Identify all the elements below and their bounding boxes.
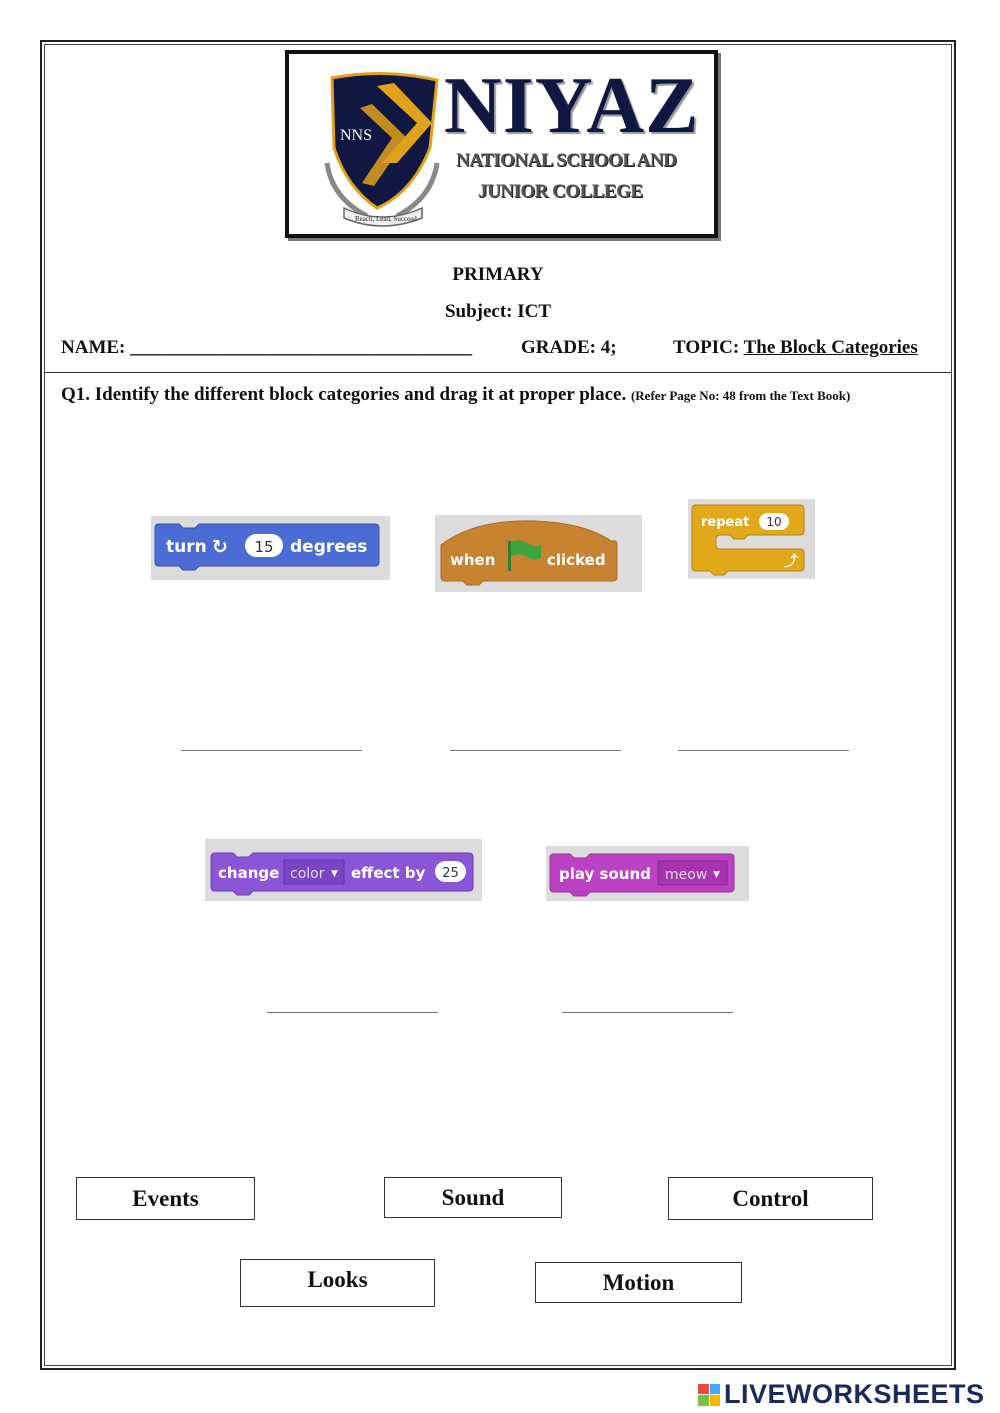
repeat-block-value: 10: [766, 515, 782, 529]
subject-heading: Subject: ICT: [444, 301, 552, 322]
answer-looks[interactable]: Looks: [240, 1259, 435, 1307]
answer-blank-4[interactable]: [267, 1012, 438, 1013]
liveworksheets-logo-icon: [698, 1384, 720, 1406]
change-effect-block-graphic: [205, 839, 482, 901]
crest-initials: NNS: [340, 127, 373, 144]
page-border-inner: [44, 44, 952, 1366]
grade-label: GRADE: 4;: [521, 337, 617, 358]
header-divider: [44, 372, 952, 373]
repeat-block-image: [688, 499, 815, 579]
brand-text: LIVEWORKSHEETS: [724, 1379, 985, 1409]
answer-motion[interactable]: Motion: [535, 1262, 742, 1303]
dropdown-arrow-icon: ▼: [713, 870, 720, 880]
crest-motto: Reach, Lead, Succeed: [355, 215, 417, 223]
change-block-dropdown: color: [290, 866, 325, 882]
school-subtitle-line1: NATIONAL SCHOOL AND: [456, 150, 677, 171]
answer-blank-1[interactable]: [181, 750, 362, 751]
dropdown-arrow-icon: ▼: [331, 869, 338, 879]
answer-blank-2[interactable]: [450, 750, 621, 751]
question-main: Q1. Identify the different block categories and drag it at proper place.: [61, 384, 627, 405]
turn-block-word: turn: [166, 537, 207, 557]
school-name: NIYAZ: [444, 62, 700, 150]
topic-label: TOPIC:: [673, 337, 740, 358]
school-crest-icon: [322, 68, 442, 228]
when-block-word: when: [450, 551, 496, 569]
turn-block-image: [151, 516, 390, 580]
turn-block-graphic: [151, 516, 390, 580]
topic-row: [673, 337, 918, 359]
answer-blank-3[interactable]: [678, 750, 849, 751]
when-clicked-block-image: [435, 515, 642, 592]
answer-sound[interactable]: Sound: [384, 1177, 562, 1218]
question-text: [61, 384, 850, 406]
answer-blank-5[interactable]: [562, 1012, 733, 1013]
change-block-word: change: [218, 864, 280, 882]
when-block-word2: clicked: [547, 551, 606, 569]
play-sound-block-graphic: [546, 846, 749, 901]
change-block-word2: effect by: [351, 864, 426, 882]
school-subtitle-line2: JUNIOR COLLEGE: [478, 181, 643, 202]
loop-arrow-icon: ⤴: [784, 554, 798, 570]
change-block-value: 25: [442, 866, 459, 881]
play-sound-block-image: [546, 846, 749, 901]
name-field-label: NAME: ____________________________________: [61, 337, 473, 358]
play-block-word: play sound: [559, 865, 651, 883]
question-reference: (Refer Page No: 48 from the Text Book): [630, 388, 851, 403]
rotate-clockwise-icon: ↻: [212, 536, 228, 558]
change-effect-block-image: [205, 839, 482, 901]
when-clicked-block-graphic: [435, 515, 642, 592]
answer-control[interactable]: Control: [668, 1177, 873, 1220]
play-block-dropdown: meow: [665, 867, 708, 883]
turn-block-value: 15: [254, 538, 274, 556]
turn-block-word2: degrees: [290, 537, 368, 557]
liveworksheets-brand: [698, 1379, 985, 1410]
level-heading: PRIMARY: [452, 264, 544, 285]
repeat-block-graphic: [688, 499, 815, 579]
topic-value: The Block Categories: [743, 337, 918, 358]
repeat-block-word: repeat: [701, 515, 750, 530]
answer-events[interactable]: Events: [76, 1177, 255, 1220]
